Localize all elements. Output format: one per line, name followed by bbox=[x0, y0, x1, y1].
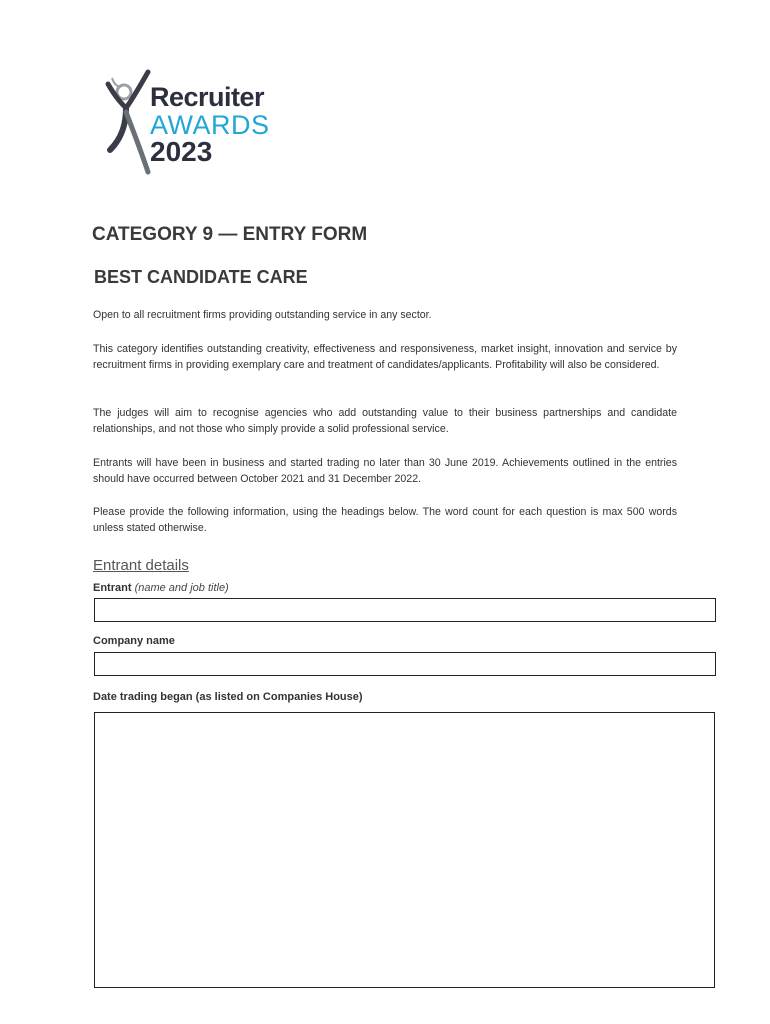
award-title: BEST CANDIDATE CARE bbox=[94, 267, 308, 287]
recruiter-awards-logo bbox=[102, 68, 292, 180]
company-name-field[interactable] bbox=[94, 652, 716, 676]
logo-text-year: 2023 bbox=[150, 136, 213, 167]
figure-icon bbox=[102, 68, 152, 180]
logo-text-recruiter: Recruiter bbox=[150, 82, 265, 112]
intro-paragraph-3: The judges will aim to recognise agencies who add outstanding value to their business partnerships and candidate relationships, and not those who simply provide a solid professional service. bbox=[93, 407, 677, 435]
logo-text-awards: AWARDS bbox=[150, 110, 270, 140]
entrant-field[interactable] bbox=[94, 598, 716, 622]
intro-paragraph-4: Entrants will have been in business and started trading no later than 30 June 2019. Achievements outlined in the entries should have occurred between October 2021 and 31 December 2022. bbox=[93, 457, 677, 485]
section-heading-entrant-details: Entrant details bbox=[93, 557, 189, 574]
date-trading-began-label: Date trading began (as listed on Companies House) bbox=[93, 691, 363, 703]
company-name-label: Company name bbox=[93, 635, 175, 647]
intro-paragraph-5: Please provide the following information, using the headings below. The word count for each question is max 500 words unless stated otherwise. bbox=[93, 506, 677, 534]
entrant-label bbox=[93, 582, 229, 594]
intro-paragraph-2: This category identifies outstanding creativity, effectiveness and responsiveness, market insight, innovation and service by recruitment firms in providing exemplary care and treatment of candidates/applicants. Profitability will also be considered. bbox=[93, 343, 677, 371]
date-trading-began-field[interactable] bbox=[94, 712, 715, 988]
entrant-label-hint: (name and job title) bbox=[134, 582, 229, 594]
entrant-label-text: Entrant bbox=[93, 582, 132, 594]
category-title: CATEGORY 9 — ENTRY FORM bbox=[92, 224, 368, 245]
intro-paragraph-1: Open to all recruitment firms providing outstanding service in any sector. bbox=[93, 309, 432, 321]
